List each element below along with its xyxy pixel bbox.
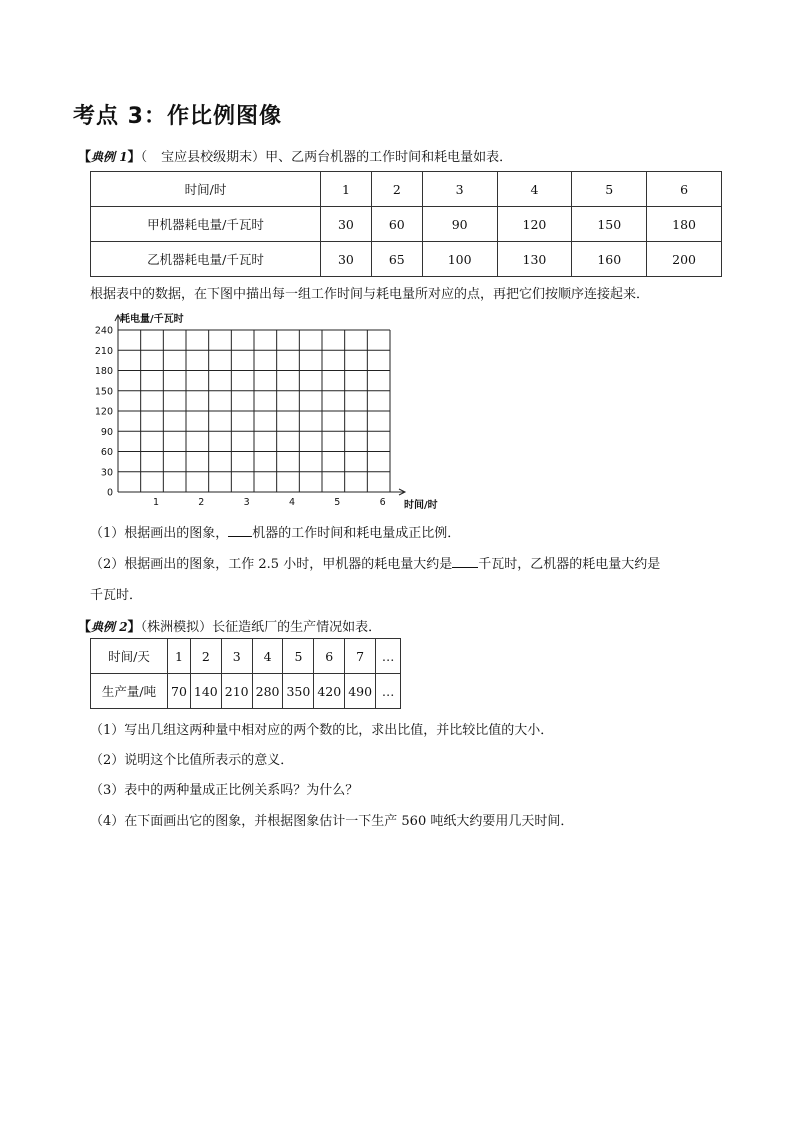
y-tick-label: 120	[94, 406, 113, 418]
example2-intro-text: （株洲模拟）长征造纸厂的生产情况如表．	[140, 620, 382, 635]
example2-question-3: （3）表中的两种量成正比例关系吗？为什么？	[90, 783, 359, 798]
table-cell: 2	[371, 172, 422, 207]
section-title: 考点 3：作比例图像	[73, 104, 282, 129]
example1-table	[90, 171, 722, 277]
table-cell: 90	[422, 207, 497, 242]
table-cell: 6	[314, 639, 345, 674]
y-tick-label: 30	[100, 467, 113, 479]
table-cell: 130	[497, 242, 572, 277]
y-tick-label: 180	[94, 366, 113, 377]
table-cell: 180	[647, 207, 722, 242]
table-cell: 210	[221, 674, 252, 709]
table-cell: 490	[345, 674, 376, 709]
table-cell: 4	[252, 639, 283, 674]
question-text: （1）根据画出的图象，	[90, 526, 229, 541]
answer-blank[interactable]	[228, 524, 252, 537]
x-tick-label: 6	[379, 497, 386, 508]
example2-tag-open: 【	[78, 620, 92, 635]
example1-intro	[78, 146, 512, 165]
table-cell: 乙机器耗电量/千瓦时	[91, 242, 321, 277]
table-cell: 5	[283, 639, 314, 674]
table-row	[91, 674, 401, 709]
x-tick-label: 4	[288, 497, 296, 508]
y-tick-label: 210	[94, 345, 113, 357]
y-tick-label: 240	[94, 325, 113, 337]
table-row	[91, 639, 401, 674]
table-cell: 65	[371, 242, 422, 277]
example2-intro	[78, 616, 381, 635]
example1-question-2-cont: 千瓦时．	[90, 588, 143, 603]
table-cell: 1	[321, 172, 372, 207]
table-cell: 280	[252, 674, 283, 709]
example2-question-1: （1）写出几组这两种量中相对应的两个数的比，求出比值，并比较比值的大小．	[90, 723, 554, 738]
table-cell: 时间/天	[91, 639, 168, 674]
table-cell: 30	[321, 242, 372, 277]
question-text: 千瓦时，乙机器的耗电量大约是	[478, 557, 661, 572]
table-cell: …	[376, 674, 401, 709]
table-cell: 生产量/吨	[91, 674, 168, 709]
table-cell: 6	[647, 172, 722, 207]
example1-question-2	[90, 553, 660, 572]
x-tick-label: 5	[334, 497, 341, 508]
table-row	[91, 242, 722, 277]
table-cell: 70	[168, 674, 191, 709]
table-cell: 3	[422, 172, 497, 207]
answer-blank[interactable]	[452, 555, 478, 568]
table-cell: 350	[283, 674, 314, 709]
example2-tag: 典例 2	[91, 620, 128, 634]
example1-intro-source: 宝应县校级期末）甲、乙两台机器的工作时间和耗电量如表．	[161, 150, 513, 165]
question-text: 机器的工作时间和耗电量成正比例．	[252, 526, 461, 541]
table-cell: 120	[497, 207, 572, 242]
table-cell: 30	[321, 207, 372, 242]
example1-question-1	[90, 522, 460, 541]
x-tick-label: 3	[243, 497, 250, 508]
example1-tag-open: 【	[78, 150, 92, 165]
y-tick-label: 60	[100, 447, 113, 458]
table-cell: 160	[572, 242, 647, 277]
example2-question-4: （4）在下面画出它的图象，并根据图象估计一下生产 560 吨纸大约要用几天时间．	[90, 814, 574, 829]
table-cell: 7	[345, 639, 376, 674]
table-cell: 60	[371, 207, 422, 242]
table-row	[91, 207, 722, 242]
table-cell: 2	[190, 639, 221, 674]
table-cell: 4	[497, 172, 572, 207]
example2-question-2: （2）说明这个比值所表示的意义．	[90, 753, 294, 768]
table-cell: 420	[314, 674, 345, 709]
table-cell: 1	[168, 639, 191, 674]
table-cell: …	[376, 639, 401, 674]
table-cell: 200	[647, 242, 722, 277]
y-axis-label: 耗电量/千瓦时	[120, 314, 184, 325]
example2-tag-close: 】	[127, 620, 141, 635]
example1-tag-close: 】	[127, 150, 141, 165]
table-row	[91, 172, 722, 207]
table-cell: 150	[572, 207, 647, 242]
empty-grid-chart	[80, 306, 460, 514]
table-cell: 140	[190, 674, 221, 709]
example1-intro-paren: （	[140, 150, 148, 165]
example1-tag: 典例 1	[91, 150, 128, 164]
example1-instruction: 根据表中的数据，在下图中描出每一组工作时间与耗电量所对应的点，再把它们按顺序连接起来．	[90, 287, 650, 302]
x-tick-label: 1	[152, 497, 160, 508]
table-cell: 甲机器耗电量/千瓦时	[91, 207, 321, 242]
x-axis-label: 时间/时	[404, 500, 438, 511]
y-tick-label: 0	[106, 487, 113, 499]
y-tick-label: 90	[100, 426, 113, 438]
y-tick-label: 150	[94, 386, 113, 398]
table-cell: 3	[221, 639, 252, 674]
table-cell: 时间/时	[91, 172, 321, 207]
x-tick-label: 2	[198, 497, 205, 508]
table-cell: 5	[572, 172, 647, 207]
table-cell: 100	[422, 242, 497, 277]
question-text: （2）根据画出的图象，工作 2.5 小时，甲机器的耗电量大约是	[90, 557, 453, 572]
example2-table	[90, 638, 401, 709]
